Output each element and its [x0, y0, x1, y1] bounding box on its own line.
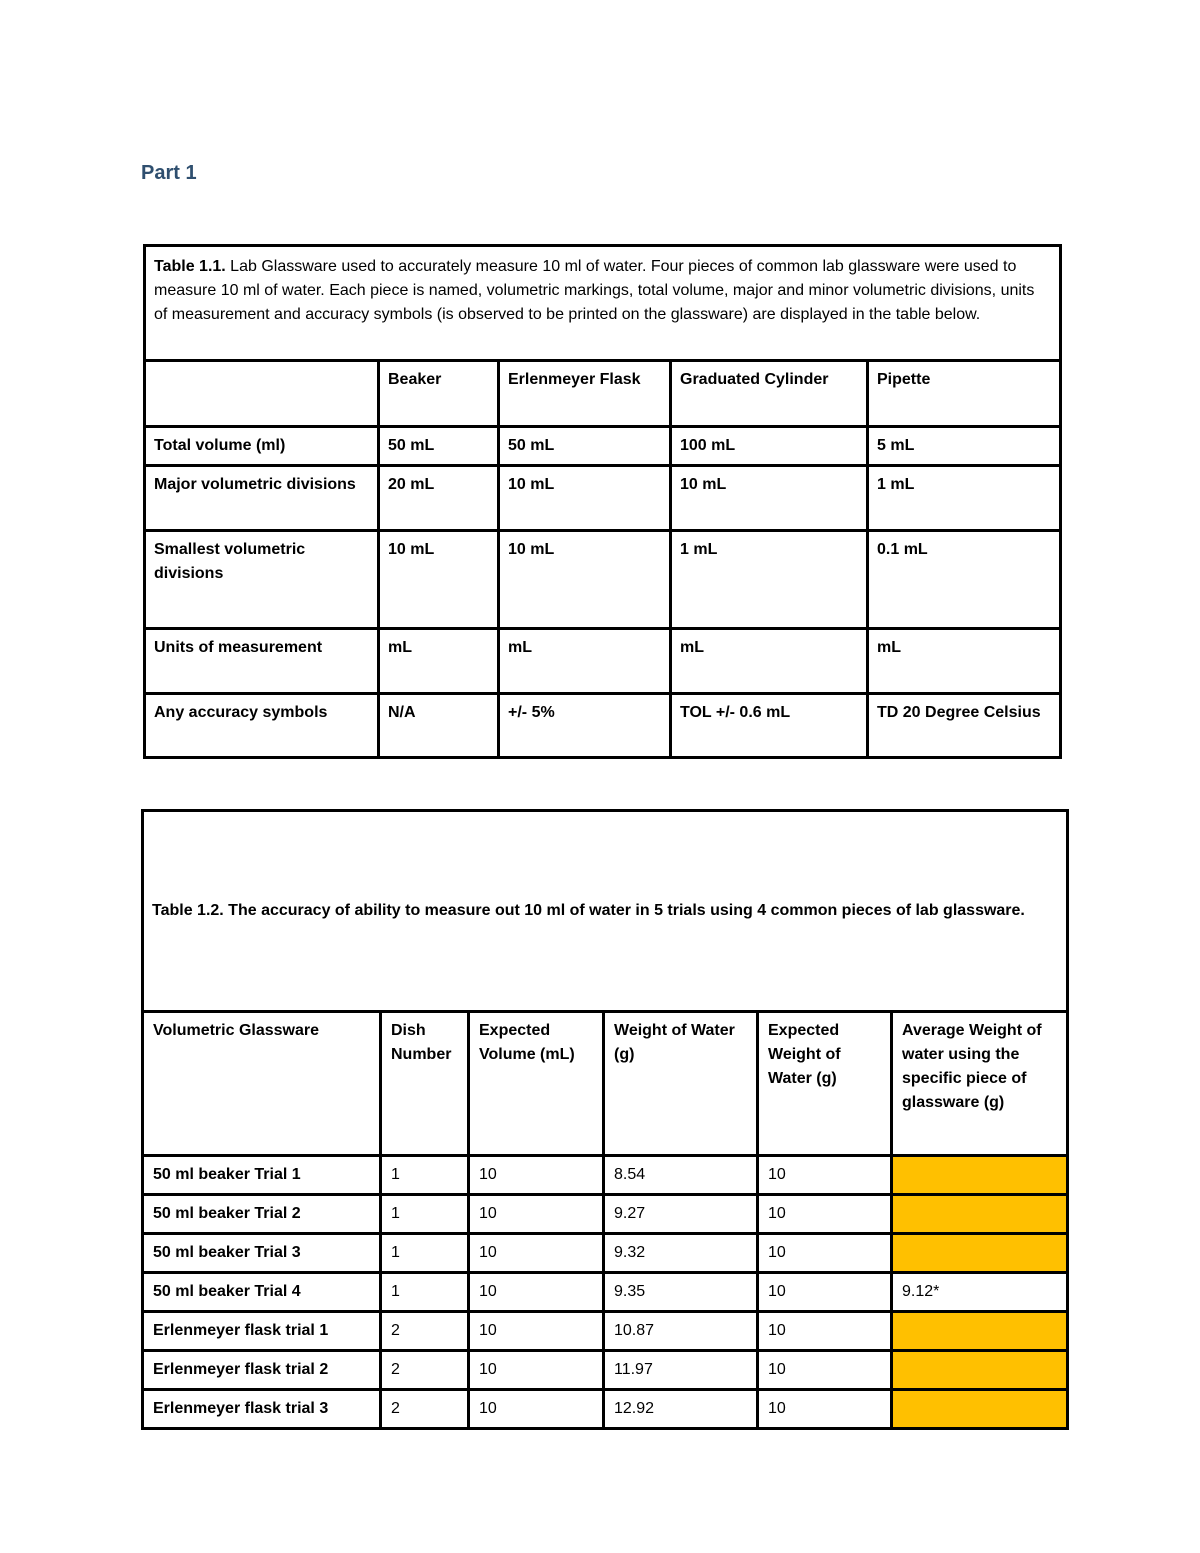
row-label: Major volumetric divisions — [145, 466, 379, 531]
table-cell: 9.32 — [604, 1234, 758, 1273]
table-cell: 10 — [758, 1390, 892, 1429]
table-cell: mL — [671, 629, 868, 694]
table-cell: 10 — [758, 1312, 892, 1351]
table-cell: 20 mL — [379, 466, 499, 531]
table-cell: 10 — [469, 1273, 604, 1312]
row-label: Erlenmeyer flask trial 1 — [143, 1312, 381, 1351]
table-cell: 1 — [381, 1234, 469, 1273]
caption-text: The accuracy of ability to measure out 10 ml of water in 5 trials using 4 common pieces of lab glassware. — [223, 902, 1025, 919]
table-cell: 10 — [758, 1273, 892, 1312]
table-cell: 9.27 — [604, 1195, 758, 1234]
table-cell: 10 — [469, 1351, 604, 1390]
highlighted-cell — [892, 1156, 1068, 1195]
table-row — [143, 1351, 1068, 1390]
table-cell: 2 — [381, 1351, 469, 1390]
row-label: Any accuracy symbols — [145, 694, 379, 758]
table-cell: TOL +/- 0.6 mL — [671, 694, 868, 758]
table-cell: 10 — [469, 1156, 604, 1195]
header-cell: Weight of Water (g) — [604, 1012, 758, 1156]
table-row — [143, 1312, 1068, 1351]
table-cell: 10 mL — [671, 466, 868, 531]
table-cell: mL — [379, 629, 499, 694]
table-caption-row — [145, 246, 1061, 361]
header-cell: Graduated Cylinder — [671, 361, 868, 427]
table-cell: 8.54 — [604, 1156, 758, 1195]
table-cell: 0.1 mL — [868, 531, 1061, 629]
table-cell: 2 — [381, 1312, 469, 1351]
table-cell: 10 — [469, 1312, 604, 1351]
row-label: 50 ml beaker Trial 1 — [143, 1156, 381, 1195]
header-cell: Volumetric Glassware — [143, 1012, 381, 1156]
table-header-row — [145, 361, 1061, 427]
table-cell: 11.97 — [604, 1351, 758, 1390]
table-row — [145, 629, 1061, 694]
table-caption — [143, 811, 1068, 1012]
table-cell: 1 mL — [671, 531, 868, 629]
header-cell — [145, 361, 379, 427]
table-cell: 10 mL — [499, 466, 671, 531]
table-row — [143, 1156, 1068, 1195]
table-cell: 100 mL — [671, 427, 868, 466]
highlighted-cell — [892, 1390, 1068, 1429]
table-cell: 10.87 — [604, 1312, 758, 1351]
header-cell: Expected Weight of Water (g) — [758, 1012, 892, 1156]
table-cell: 1 — [381, 1273, 469, 1312]
highlighted-cell — [892, 1351, 1068, 1390]
row-label: Erlenmeyer flask trial 3 — [143, 1390, 381, 1429]
row-label: Total volume (ml) — [145, 427, 379, 466]
table-cell: 5 mL — [868, 427, 1061, 466]
row-label: Units of measurement — [145, 629, 379, 694]
table-cell: 10 — [758, 1234, 892, 1273]
table-caption-row — [143, 811, 1068, 1012]
table-caption — [145, 246, 1061, 361]
table-cell: 10 mL — [499, 531, 671, 629]
table-row — [145, 531, 1061, 629]
table-cell: 1 — [381, 1195, 469, 1234]
table-cell: 10 — [469, 1234, 604, 1273]
table-cell: 1 — [381, 1156, 469, 1195]
glassware-properties-table — [143, 244, 1062, 759]
table-cell: TD 20 Degree Celsius — [868, 694, 1061, 758]
row-label: Smallest volumetric divisions — [145, 531, 379, 629]
table-cell: 10 — [758, 1351, 892, 1390]
table-row — [143, 1195, 1068, 1234]
table-cell: 10 — [758, 1156, 892, 1195]
highlighted-cell — [892, 1234, 1068, 1273]
header-cell: Pipette — [868, 361, 1061, 427]
caption-label: Table 1.1. — [154, 258, 226, 275]
table-cell: mL — [499, 629, 671, 694]
table-row — [145, 466, 1061, 531]
table-cell: 10 — [469, 1195, 604, 1234]
header-cell: Erlenmeyer Flask — [499, 361, 671, 427]
table-cell: 50 mL — [499, 427, 671, 466]
header-cell: Beaker — [379, 361, 499, 427]
page-heading: Part 1 — [141, 162, 197, 184]
caption-label: Table 1.2. — [152, 902, 224, 919]
row-label: Erlenmeyer flask trial 2 — [143, 1351, 381, 1390]
header-cell: Average Weight of water using the specific piece of glassware (g) — [892, 1012, 1068, 1156]
average-weight-cell: 9.12* — [892, 1273, 1068, 1312]
header-cell: Dish Number — [381, 1012, 469, 1156]
row-label: 50 ml beaker Trial 4 — [143, 1273, 381, 1312]
table-cell: 10 — [469, 1390, 604, 1429]
table-row — [145, 694, 1061, 758]
row-label: 50 ml beaker Trial 2 — [143, 1195, 381, 1234]
table-cell: N/A — [379, 694, 499, 758]
header-cell: Expected Volume (mL) — [469, 1012, 604, 1156]
table-cell: 12.92 — [604, 1390, 758, 1429]
table-cell: 10 — [758, 1195, 892, 1234]
caption-text: Lab Glassware used to accurately measure 10 ml of water. Four pieces of common lab glassware were used to measure 10 ml of water. Each piece is named, volumetric markings, total volume, major and minor volumetric divisions, units of measurement and accuracy symbols (is observed to be printed on the glassware) are displayed in the table below. — [154, 258, 1035, 323]
table-header-row — [143, 1012, 1068, 1156]
measurement-accuracy-table — [141, 809, 1069, 1430]
table-cell: 10 mL — [379, 531, 499, 629]
table-cell: 2 — [381, 1390, 469, 1429]
table-cell: +/- 5% — [499, 694, 671, 758]
table-row — [143, 1390, 1068, 1429]
table-cell: mL — [868, 629, 1061, 694]
table-row — [145, 427, 1061, 466]
row-label: 50 ml beaker Trial 3 — [143, 1234, 381, 1273]
table-cell: 1 mL — [868, 466, 1061, 531]
table-row — [143, 1234, 1068, 1273]
table-cell: 9.35 — [604, 1273, 758, 1312]
table-cell: 50 mL — [379, 427, 499, 466]
highlighted-cell — [892, 1195, 1068, 1234]
highlighted-cell — [892, 1312, 1068, 1351]
table-row — [143, 1273, 1068, 1312]
